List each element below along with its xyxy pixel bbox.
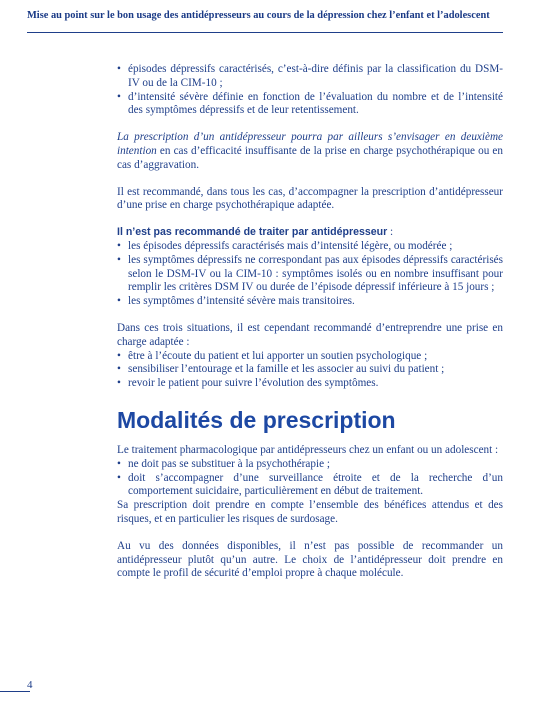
page-number: 4 [27,679,33,691]
recommendation-paragraph: Il est recommandé, dans tous les cas, d’accompagner la prescription d’antidépresseur d’une prise en charge psychothérapique adaptée. [117,185,503,212]
list-item: • épisodes dépressifs caractérisés, c’est-à-dire définis par la classification du DSM-IV ou de la CIM-10 ; [117,63,503,91]
page-number-rule [0,691,30,692]
heading-suffix: : [387,226,394,239]
page-content [117,63,503,581]
not-recommended-heading-line [117,226,503,240]
section-title: Modalités de prescription [117,406,396,433]
modalites-after: Sa prescription doit prendre en compte l’ensemble des bénéfices attendus et des risques, et en particulier les risques de surdosage. [117,499,503,525]
header-rule [27,32,503,33]
list-item: • les épisodes dépressifs caractérisés mais d’intensité légère, ou modérée ; [117,240,503,254]
criteria-list [117,63,503,118]
list-item: • revoir le patient pour suivre l’évolution des symptômes. [117,377,503,391]
intention-paragraph [117,131,503,172]
list-item: • les symptômes dépressifs ne correspondant pas aux épisodes dépressifs caractérisés selon le DSM-IV ou la CIM-10 : symptômes isolés ou en nombre insuffisant pour remplir les critères DSM IV ou durée de l’épisode dépressif inférieure à 15 jours ; [117,254,503,295]
running-header: Mise au point sur le bon usage des antidépresseurs au cours de la dépression chez l’enfant et l’adolescent [27,10,490,21]
final-paragraph: Au vu des données disponibles, il n’est pas possible de recommander un antidépresseur plutôt qu’un autre. Le choix de l’antidépresseur doit prendre en compte le profil de sécurité d’emploi propre à chaque molécule. [117,539,503,580]
not-recommended-section [117,226,503,309]
list-item: • être à l’écoute du patient et lui apporter un soutien psychologique ; [117,350,503,364]
intention-italic: La prescription d’un antidépresseur pourra par ailleurs s’envisager en deuxième intention [117,131,503,157]
not-recommended-list [117,240,503,309]
list-item: • doit s’accompagner d’une surveillance étroite et de la recherche d’un comportement suicidaire, particulièrement en début de traitement. [117,472,503,500]
list-item: • sensibiliser l’entourage et la famille et les associer au suivi du patient ; [117,363,503,377]
three-situations-section [117,322,503,391]
list-item: • d’intensité sévère définie en fonction de l’évaluation du nombre et de l’intensité des symptômes dépressifs et de leur retentissement. [117,91,503,119]
three-situations-list [117,350,503,391]
list-item: • les symptômes d’intensité sévère mais transitoires. [117,295,503,309]
modalites-intro: Le traitement pharmacologique par antidépresseurs chez un enfant ou un adolescent : [117,443,499,456]
list-item: • ne doit pas se substituer à la psychothérapie ; [117,458,503,472]
three-situations-intro: Dans ces trois situations, il est cependant recommandé d’entreprendre une prise en charge adaptée : [117,321,503,348]
modalites-list [117,458,503,499]
not-recommended-heading: Il n’est pas recommandé de traiter par antidépresseur [117,226,388,239]
modalites-section [117,444,503,527]
intention-rest: en cas d’efficacité insuffisante de la prise en charge psychothérapique ou en cas d’aggravation. [117,144,503,171]
